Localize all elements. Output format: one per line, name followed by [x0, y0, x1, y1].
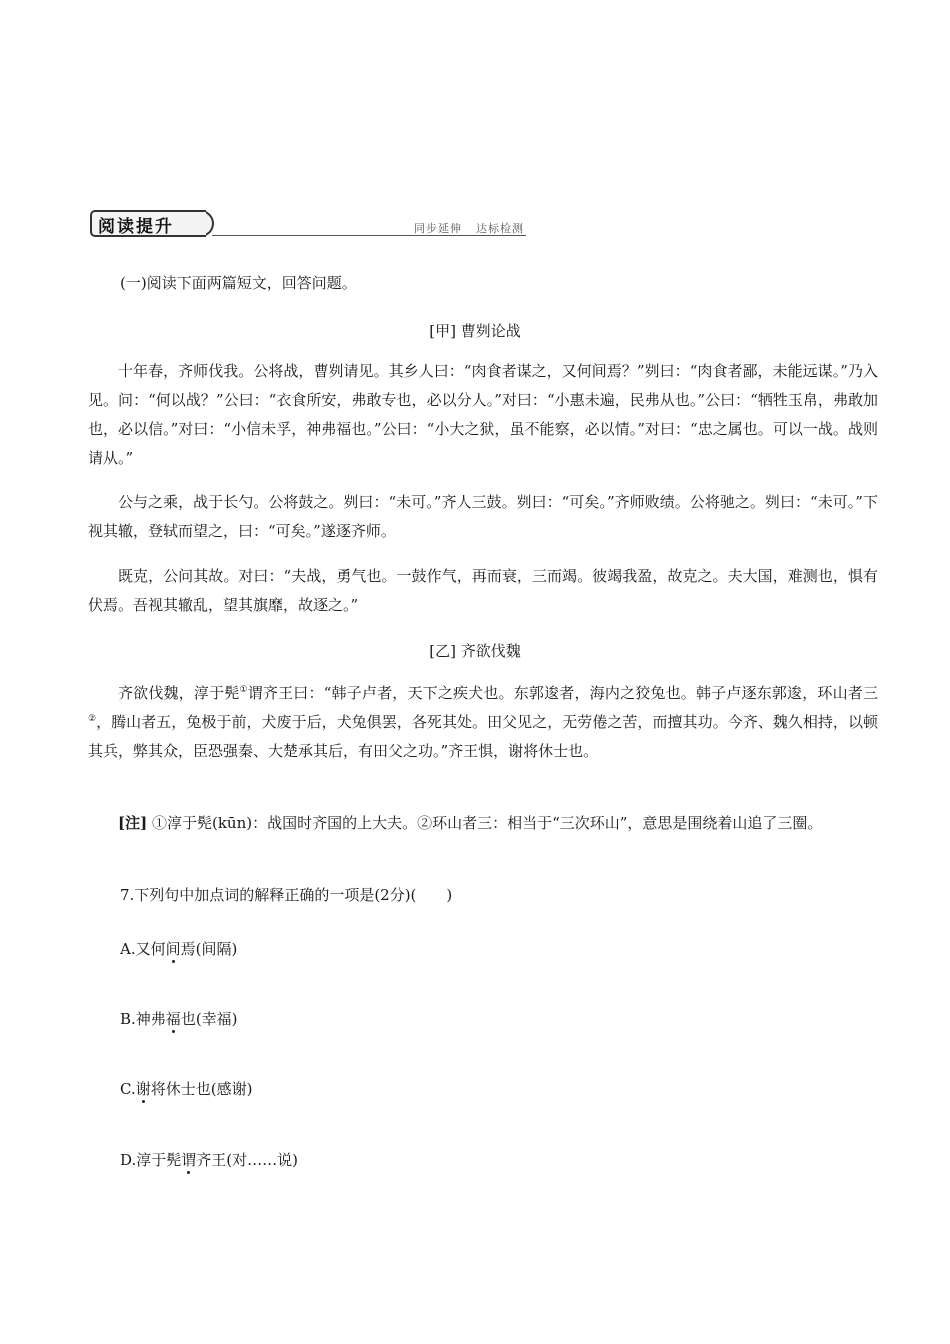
option-c-post: 将休士也(感谢): [150, 1080, 253, 1098]
passage-b-text-1: 齐欲伐魏，淳于髡: [118, 684, 240, 702]
passage-a-paragraph-2: 公与之乘，战于长勺。公将鼓之。刿曰：“未可。”齐人三鼓。刿曰：“可矣。”齐师败绩。公将驰之。刿曰：“未可。”下视其辙，登轼而望之，曰：“可矣。”遂逐齐师。: [88, 493, 878, 540]
option-b: [120, 1012, 238, 1027]
banner-subtitle: [400, 220, 524, 236]
footnote-ref-2: ②: [88, 714, 97, 724]
option-d: [120, 1153, 298, 1168]
passage-b-text-3: ，腾山者五，兔极于前，犬废于后，犬兔俱罢，各死其处。田父见之，无劳倦之苦，而擅其功。今齐、魏久相持，以顿其兵，弊其众，臣恐强秦、大楚承其后，有田父之功。”齐王惧，谢将休士也。: [88, 713, 878, 760]
option-c: [120, 1082, 252, 1097]
option-b-pre: B.神弗: [120, 1010, 166, 1028]
passage-a-title: [甲] 曹刿论战: [429, 322, 521, 340]
question-stem: 7.下列句中加点词的解释正确的一项是(2分)( ): [120, 886, 453, 904]
option-b-dotted-word: 福: [165, 1010, 181, 1028]
banner-sub-2: 达标检测: [476, 222, 524, 235]
reading-intro: (一)阅读下面两篇短文，回答问题。: [120, 274, 357, 292]
notes-text: ①淳于髡(kūn)：战国时齐国的上大夫。②环山者三：相当于“三次环山”，意思是围绕着山追了三圈。: [147, 814, 823, 832]
passage-a-paragraph-1: 十年春，齐师伐我。公将战，曹刿请见。其乡人曰：“肉食者谋之，又何间焉？”刿曰：“肉食者鄙，未能远谋。”乃入见。问：“何以战？”公曰：“衣食所安，弗敢专也，必以分人。”对曰：“小惠未遍，民弗从也。”公曰：“牺牲玉帛，弗敢加也，必以信。”对曰：“小信未孚，神弗福也。”公曰：“小大之狱，虽不能察，必以情。”对曰：“忠之属也。可以一战。战则请从。”: [88, 362, 878, 467]
option-d-dotted-word: 谓: [181, 1151, 197, 1169]
footnote-ref-1: ①: [239, 685, 248, 695]
option-c-pre: C.: [120, 1080, 136, 1098]
option-d-pre: D.淳于髡: [120, 1151, 182, 1169]
option-a: [120, 942, 237, 957]
option-b-post: 也(幸福): [180, 1010, 238, 1028]
notes: [88, 809, 878, 838]
option-a-dotted-word: 间: [165, 940, 181, 958]
passage-a-paragraph-3: 既克，公问其故。对曰：“夫战，勇气也。一鼓作气，再而衰，三而竭。彼竭我盈，故克之。夫大国，难测也，惧有伏焉。吾视其辙乱，望其旗靡，故逐之。”: [88, 567, 878, 614]
option-a-pre: A.又何: [120, 940, 166, 958]
option-a-post: 焉(间隔): [180, 940, 238, 958]
notes-label: [注]: [118, 814, 148, 832]
passage-b-title: [乙] 齐欲伐魏: [429, 642, 521, 660]
banner-title: 阅读提升: [98, 217, 174, 237]
option-c-dotted-word: 谢: [135, 1080, 151, 1098]
passage-b-text-2: 谓齐王曰：“韩子卢者，天下之疾犬也。东郭逡者，海内之狡兔也。韩子卢逐东郭逡，环山者三: [247, 684, 878, 702]
option-d-post: 齐王(对……说): [196, 1151, 298, 1169]
passage-b-paragraph: [88, 679, 878, 766]
section-banner: [90, 210, 526, 240]
banner-sub-1: 同步延伸: [414, 222, 462, 235]
